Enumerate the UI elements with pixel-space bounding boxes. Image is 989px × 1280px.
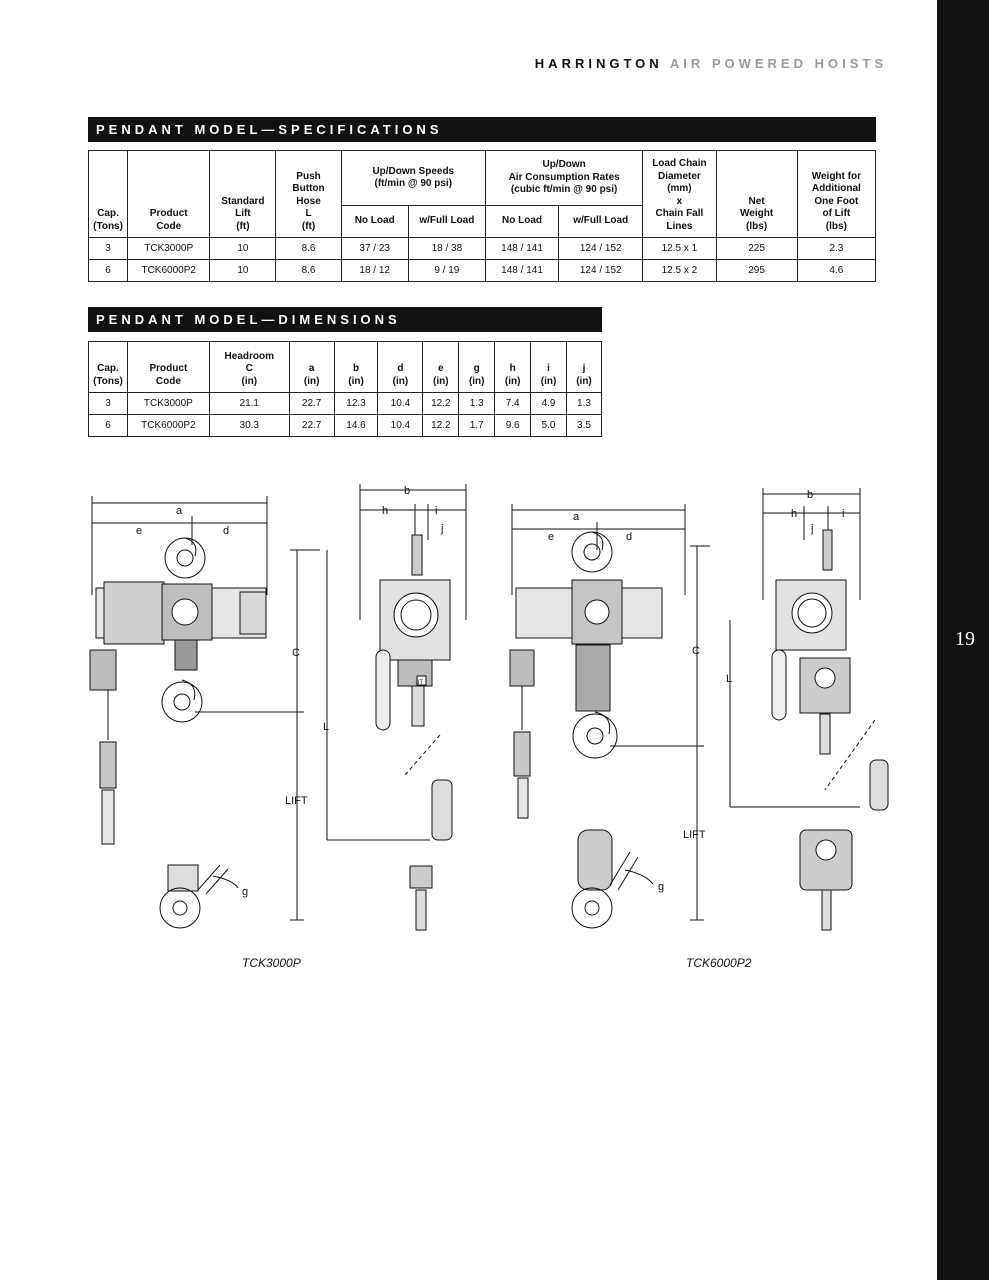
tck3000p-side-view bbox=[360, 484, 466, 930]
dim-label-l-left: L bbox=[323, 721, 330, 733]
table-cell: 4.9 bbox=[531, 393, 567, 415]
table-row bbox=[89, 415, 602, 437]
dim-header-line: Cap. bbox=[97, 363, 119, 374]
spec-header-extra-line: (lbs) bbox=[825, 220, 847, 232]
spec-header-speed-noload: No Load bbox=[341, 206, 408, 238]
spec-header-extra-line: One Foot bbox=[814, 195, 859, 207]
dim-header-line: Product bbox=[149, 363, 188, 374]
table-cell: 8.6 bbox=[276, 260, 341, 282]
dim-label-l-right: L bbox=[726, 673, 733, 685]
spec-header-cap-line: (Tons) bbox=[93, 220, 123, 232]
table-cell: 3.5 bbox=[567, 415, 602, 437]
spec-header-chain-line: Lines bbox=[666, 220, 693, 232]
spec-header-extra-line: Additional bbox=[811, 183, 861, 194]
spec-header-extra-line: of Lift bbox=[822, 208, 851, 219]
dim-header-line: (Tons) bbox=[93, 375, 123, 387]
spec-header-cap bbox=[89, 151, 128, 238]
table-cell: 21.1 bbox=[209, 393, 289, 415]
table-cell: 18 / 12 bbox=[341, 260, 408, 282]
spec-header-lift bbox=[210, 151, 276, 238]
dim-label-c-right: C bbox=[692, 645, 700, 657]
dim-label-c-left: C bbox=[292, 647, 300, 659]
caption-tck3000p: TCK3000P bbox=[242, 956, 301, 970]
table-cell: 3 bbox=[89, 393, 128, 415]
dim-header-line: b bbox=[352, 363, 360, 374]
tck3000p-front-view bbox=[90, 496, 302, 928]
header-brand: HARRINGTON bbox=[534, 56, 663, 71]
dim-header-line: e bbox=[438, 363, 444, 374]
spec-header-lift-line: Lift bbox=[235, 208, 251, 219]
dim-label-j-left: j bbox=[441, 523, 444, 535]
hoist-dimension-drawings bbox=[80, 480, 900, 950]
dim-label-h-right: h bbox=[791, 508, 798, 520]
dim-header-code bbox=[127, 342, 209, 393]
table-cell: 9.6 bbox=[495, 415, 531, 437]
spec-header-hose bbox=[276, 151, 341, 238]
spec-header-weight-line: Weight bbox=[740, 208, 774, 219]
dim-header-d bbox=[378, 342, 423, 393]
table-cell: 7.4 bbox=[495, 393, 531, 415]
dim-label-a: a bbox=[176, 505, 183, 517]
dim-header-e bbox=[423, 342, 459, 393]
dim-label-lift-right: LIFT bbox=[683, 829, 706, 841]
dim-header-line: d bbox=[397, 363, 404, 374]
table-cell: 1.3 bbox=[459, 393, 495, 415]
spec-header-lift-line: Standard bbox=[221, 195, 265, 207]
dim-header-line: (in) bbox=[504, 375, 521, 387]
table-cell: 1.7 bbox=[459, 415, 495, 437]
table-cell: 295 bbox=[716, 260, 797, 282]
dim-header-line: (in) bbox=[348, 375, 364, 387]
spec-header-chain-line: Diameter bbox=[658, 170, 701, 182]
spec-header-weight-line: (lbs) bbox=[746, 220, 768, 232]
dim-header-line: (in) bbox=[303, 375, 320, 387]
table-row bbox=[89, 393, 602, 415]
table-cell: 18 / 38 bbox=[408, 238, 485, 260]
dim-label-lift-left: LIFT bbox=[285, 795, 308, 807]
specifications-title: PENDANT MODEL—SPECIFICATIONS bbox=[88, 117, 876, 142]
table-row bbox=[89, 260, 876, 282]
dim-header-line: (in) bbox=[433, 375, 449, 387]
table-cell: 10 bbox=[210, 260, 276, 282]
dim-header-line: g bbox=[473, 363, 480, 374]
table-cell: 10.4 bbox=[378, 393, 423, 415]
dim-header-j bbox=[567, 342, 602, 393]
header-subtitle: AIR POWERED HOISTS bbox=[669, 56, 887, 71]
dim-label-e-right: e bbox=[548, 531, 555, 543]
spec-header-chain-line: x bbox=[676, 195, 683, 207]
dim-label-g-left: g bbox=[242, 886, 249, 898]
table-cell: 12.5 x 2 bbox=[643, 260, 716, 282]
tck6000p2-front-view bbox=[510, 504, 702, 928]
dim-label-i-left: i bbox=[435, 505, 438, 517]
spec-header-hose-line: Hose bbox=[296, 195, 321, 207]
table-cell: TCK3000P bbox=[127, 393, 209, 415]
dim-header-headroom bbox=[209, 342, 289, 393]
spec-header-speeds-line: (ft/min @ 90 psi) bbox=[374, 178, 453, 189]
spec-header-cap-line: Cap. bbox=[97, 208, 119, 219]
dim-header-cap bbox=[89, 342, 128, 393]
spec-header-weight-line: Net bbox=[748, 195, 765, 207]
dim-header-g bbox=[459, 342, 495, 393]
dim-label-j-right: j bbox=[811, 523, 814, 535]
table-cell: 22.7 bbox=[289, 393, 334, 415]
dim-header-line: Headroom bbox=[224, 350, 274, 362]
dim-label-a-right: a bbox=[573, 511, 580, 523]
table-cell: 37 / 23 bbox=[341, 238, 408, 260]
table-cell: 8.6 bbox=[276, 238, 341, 260]
dim-header-line: C bbox=[245, 363, 253, 374]
dim-header-line: (in) bbox=[241, 375, 258, 387]
dim-header-line: j bbox=[582, 363, 586, 374]
dim-header-line: a bbox=[308, 363, 315, 374]
spec-header-air bbox=[485, 151, 642, 206]
dim-header-line: h bbox=[509, 363, 516, 374]
dim-header-line: i bbox=[547, 363, 550, 374]
dim-label-d-right: d bbox=[626, 531, 633, 543]
spec-header-air-fullload: w/Full Load bbox=[559, 206, 643, 238]
table-cell: 10.4 bbox=[378, 415, 423, 437]
table-row bbox=[89, 238, 876, 260]
spec-header-speed-fullload: w/Full Load bbox=[408, 206, 485, 238]
specifications-table bbox=[88, 150, 876, 282]
table-cell: 22.7 bbox=[289, 415, 334, 437]
table-cell: 12.5 x 1 bbox=[643, 238, 716, 260]
spec-header-speeds-line: Up/Down Speeds bbox=[372, 165, 455, 177]
table-cell: 124 / 152 bbox=[559, 238, 643, 260]
tck6000p2-side-view bbox=[763, 488, 888, 930]
table-cell: 1.3 bbox=[567, 393, 602, 415]
table-cell: 12.2 bbox=[423, 415, 459, 437]
spec-header-weight bbox=[716, 151, 797, 238]
table-cell: TCK6000P2 bbox=[127, 415, 209, 437]
table-cell: 3 bbox=[89, 238, 128, 260]
dim-label-b-right: b bbox=[807, 489, 814, 501]
dim-label-g-right: g bbox=[658, 881, 665, 893]
spec-header-hose-line: Button bbox=[292, 183, 325, 194]
table-cell: 225 bbox=[716, 238, 797, 260]
table-cell: 12.3 bbox=[334, 393, 378, 415]
table-cell: 9 / 19 bbox=[408, 260, 485, 282]
dim-header-line: (in) bbox=[540, 375, 557, 387]
dim-header-a bbox=[289, 342, 334, 393]
spec-header-lift-line: (ft) bbox=[236, 220, 250, 232]
spec-header-chain-line: Chain Fall bbox=[655, 208, 704, 219]
dim-label-e: e bbox=[136, 525, 143, 537]
spec-header-chain bbox=[643, 151, 716, 238]
dim-header-line: (in) bbox=[576, 375, 592, 387]
dimensions-table bbox=[88, 341, 602, 437]
caption-tck6000p2: TCK6000P2 bbox=[686, 956, 752, 970]
table-cell: 148 / 141 bbox=[485, 238, 558, 260]
table-cell: 30.3 bbox=[209, 415, 289, 437]
spec-header-code bbox=[128, 151, 210, 238]
table-cell: 148 / 141 bbox=[485, 260, 558, 282]
dim-label-h-left: h bbox=[382, 505, 389, 517]
dim-header-line: (in) bbox=[392, 375, 409, 387]
spec-header-air-line: (cubic ft/min @ 90 psi) bbox=[510, 184, 618, 196]
table-cell: 6 bbox=[89, 415, 128, 437]
page-number: 19 bbox=[955, 628, 975, 650]
spec-header-hose-line: Push bbox=[296, 170, 321, 182]
dimensions-title: PENDANT MODEL—DIMENSIONS bbox=[88, 307, 602, 332]
spec-header-chain-line: (mm) bbox=[667, 183, 692, 194]
table-cell: 2.3 bbox=[797, 238, 875, 260]
table-cell: 6 bbox=[89, 260, 128, 282]
dim-label-i-right: i bbox=[842, 508, 845, 520]
dim-header-i bbox=[531, 342, 567, 393]
table-cell: TCK6000P2 bbox=[128, 260, 210, 282]
spec-header-code-line: Product bbox=[149, 208, 188, 219]
spec-header-extra-line: Weight for bbox=[811, 170, 861, 182]
spec-header-hose-line: (ft) bbox=[301, 220, 316, 232]
table-cell: TCK3000P bbox=[128, 238, 210, 260]
spec-header-extra bbox=[797, 151, 875, 238]
dim-header-h bbox=[495, 342, 531, 393]
table-cell: 5.0 bbox=[531, 415, 567, 437]
table-cell: 10 bbox=[210, 238, 276, 260]
capacity-plate-text: 3T bbox=[416, 680, 424, 686]
dim-header-b bbox=[334, 342, 378, 393]
table-cell: 14.6 bbox=[334, 415, 378, 437]
dim-header-line: (in) bbox=[468, 375, 485, 387]
page-header bbox=[535, 56, 887, 71]
dim-label-d: d bbox=[223, 525, 230, 537]
spec-header-hose-line: L bbox=[305, 208, 312, 219]
table-cell: 124 / 152 bbox=[559, 260, 643, 282]
spec-header-air-line: Air Consumption Rates bbox=[508, 171, 620, 183]
spec-header-air-noload: No Load bbox=[485, 206, 558, 238]
dim-label-b-left: b bbox=[404, 485, 411, 497]
dim-header-line: Code bbox=[155, 375, 181, 387]
table-cell: 4.6 bbox=[797, 260, 875, 282]
table-cell: 12.2 bbox=[423, 393, 459, 415]
spec-header-speeds bbox=[341, 151, 485, 206]
spec-header-air-line: Up/Down bbox=[542, 159, 586, 171]
spec-header-code-line: Code bbox=[156, 220, 182, 232]
spec-header-chain-line: Load Chain bbox=[652, 158, 707, 169]
